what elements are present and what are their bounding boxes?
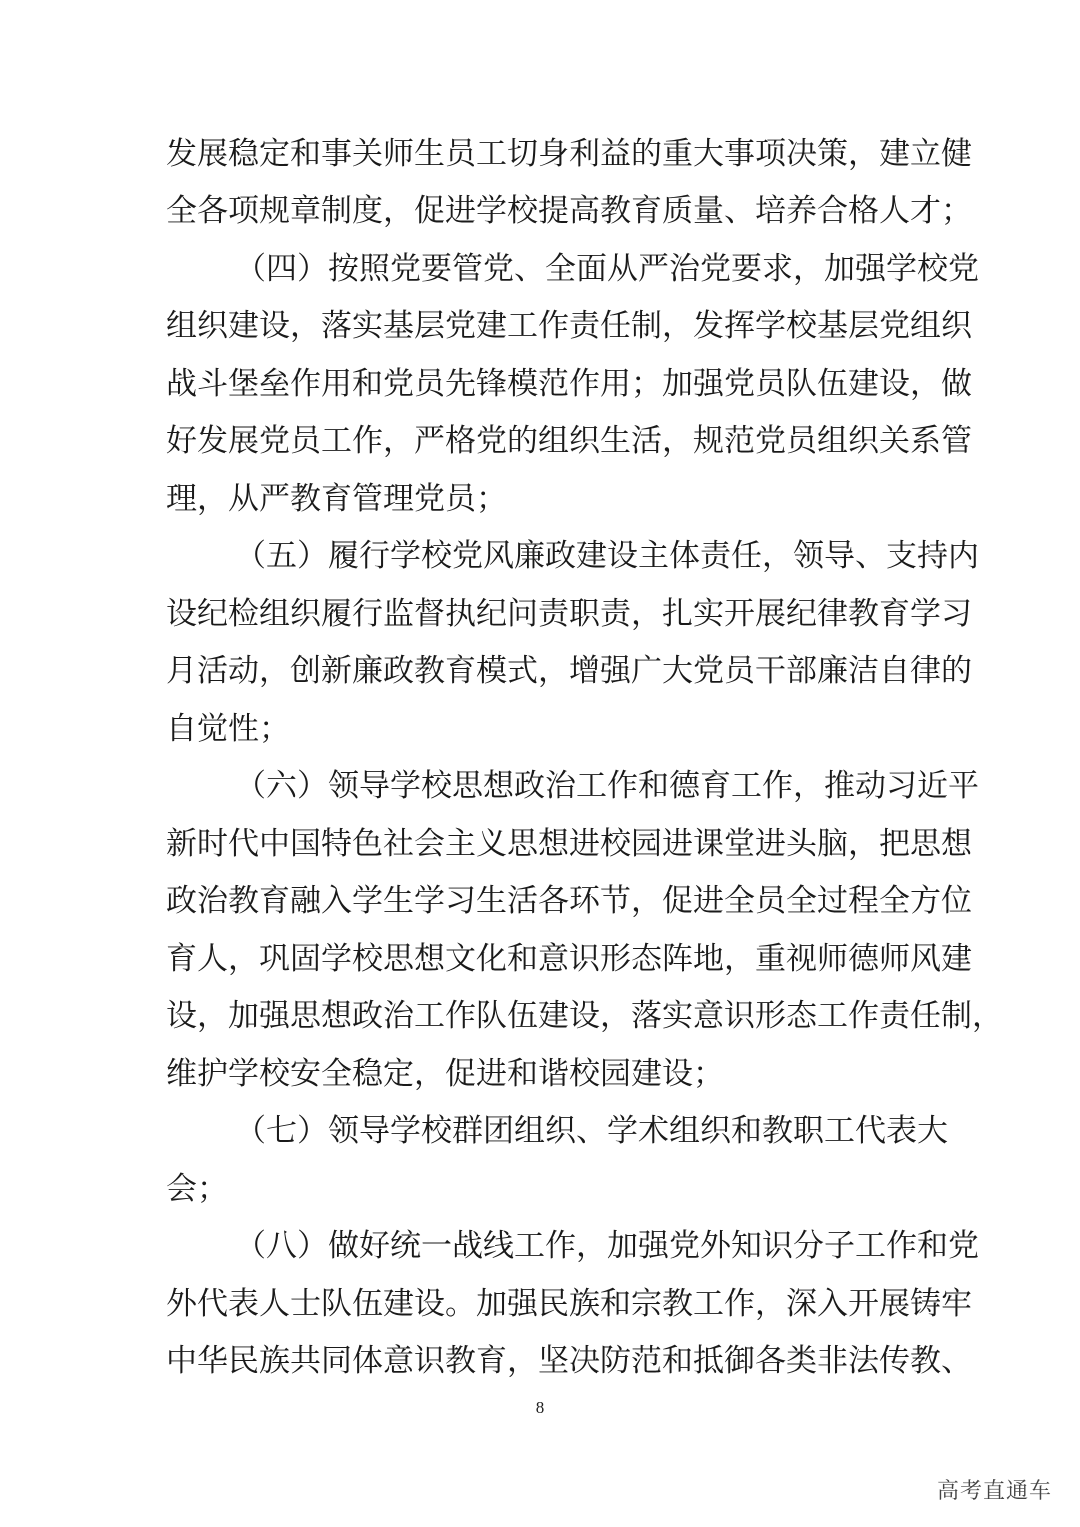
text-line: 维护学校安全稳定，促进和谐校园建设； — [166, 1056, 724, 1092]
text-line: 外代表人士队伍建设。加强民族和宗教工作，深入开展铸牢 — [166, 1286, 972, 1322]
paragraph-start-line: （八）做好统一战线工作，加强党外知识分子工作和党 — [235, 1228, 979, 1264]
text-line: 好发展党员工作，严格党的组织生活，规范党员组织关系管 — [166, 423, 972, 459]
text-line: 政治教育融入学生学习生活各环节，促进全员全过程全方位 — [166, 883, 972, 919]
text-line: 自觉性； — [166, 711, 290, 747]
text-line: 组织建设，落实基层党建工作责任制，发挥学校基层党组织 — [166, 308, 972, 344]
text-line: 全各项规章制度，促进学校提高教育质量、培养合格人才； — [166, 193, 972, 229]
text-line: 理，从严教育管理党员； — [166, 481, 507, 517]
paragraph-start-line: （四）按照党要管党、全面从严治党要求，加强学校党 — [235, 251, 979, 287]
page-number: 8 — [535, 1398, 545, 1417]
paragraph-start-line: （五）履行学校党风廉政建设主体责任，领导、支持内 — [235, 538, 979, 574]
paragraph-start-line: （六）领导学校思想政治工作和德育工作，推动习近平 — [235, 768, 979, 804]
text-line: 会； — [166, 1171, 228, 1207]
paragraph-start-line: （七）领导学校群团组织、学术组织和教职工代表大 — [235, 1113, 948, 1149]
text-line: 战斗堡垒作用和党员先锋模范作用；加强党员队伍建设，做 — [166, 366, 972, 402]
watermark-text: 高考直通车 — [936, 1479, 1052, 1504]
text-line: 新时代中国特色社会主义思想进校园进课堂进头脑，把思想 — [166, 826, 972, 862]
text-line: 设纪检组织履行监督执纪问责职责，扎实开展纪律教育学习 — [166, 596, 972, 632]
text-line: 育人，巩固学校思想文化和意识形态阵地，重视师德师风建 — [166, 941, 972, 977]
text-line: 发展稳定和事关师生员工切身利益的重大事项决策，建立健 — [166, 136, 972, 172]
text-line: 设，加强思想政治工作队伍建设，落实意识形态工作责任制， — [166, 998, 1003, 1034]
text-line: 月活动，创新廉政教育模式，增强广大党员干部廉洁自律的 — [166, 653, 972, 689]
text-line: 中华民族共同体意识教育，坚决防范和抵御各类非法传教、 — [166, 1343, 972, 1379]
